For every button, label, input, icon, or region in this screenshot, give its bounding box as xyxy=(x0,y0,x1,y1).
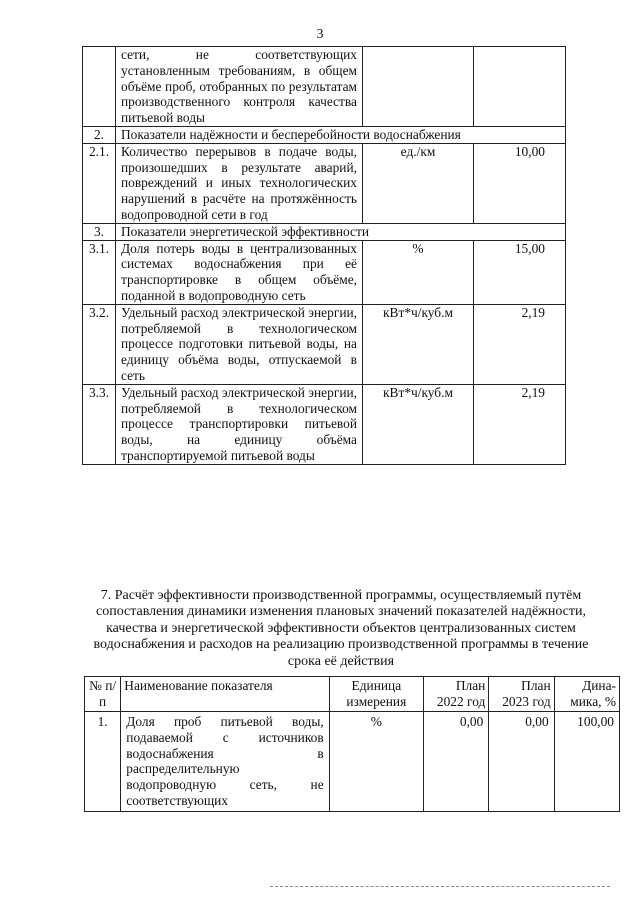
section-7-heading: 7. Расчёт эффективности производственной программы, осуществляемый путём сопоставления динамики изменения плановых значений показателей надёжности, качества и энергетической эффективности объектов централизованных систем водоснабжения и расходов на реализацию производственной программы в течение срока её действия xyxy=(93,588,589,669)
indicators-table-body xyxy=(83,47,566,465)
indicators-table xyxy=(82,46,566,465)
section-row xyxy=(83,223,566,240)
efficiency-table-body xyxy=(85,712,620,812)
indicator-name: сети, не соответствующих установленным требованиям, в общем объёме проб, отобранных по результатам производственного контроля качества питьевой воды xyxy=(116,47,363,127)
row-number: 1. xyxy=(85,712,121,812)
row-number: 3.2. xyxy=(83,304,116,384)
plan-2023-value: 0,00 xyxy=(489,712,554,812)
header-row xyxy=(85,677,620,712)
header-plan-2023: План 2023 год xyxy=(489,677,554,712)
row-number: 3.3. xyxy=(83,384,116,464)
indicator-unit: % xyxy=(329,712,423,812)
indicator-value: 2,19 xyxy=(474,384,566,464)
section-row xyxy=(83,126,566,143)
header-plan-2022: План 2022 год xyxy=(424,677,489,712)
indicator-value xyxy=(474,47,566,127)
efficiency-table-head xyxy=(85,677,620,712)
dynamics-value: 100,00 xyxy=(554,712,619,812)
indicator-unit: кВт*ч/куб.м xyxy=(363,384,474,464)
indicator-name: Удельный расход электрической энергии, потребляемой в технологическом процессе подготовки питьевой воды, на единицу объёма воды, отпускаемой в сеть xyxy=(116,304,363,384)
indicator-value: 15,00 xyxy=(474,240,566,304)
row-number: 2.1. xyxy=(83,143,116,223)
section-title: Показатели надёжности и бесперебойности водоснабжения xyxy=(116,126,566,143)
section-title: Показатели энергетической эффективности xyxy=(116,223,566,240)
indicator-unit: кВт*ч/куб.м xyxy=(363,304,474,384)
footer-divider xyxy=(270,886,610,887)
indicator-unit xyxy=(363,47,474,127)
indicator-unit: ед./км xyxy=(363,143,474,223)
plan-2022-value: 0,00 xyxy=(424,712,489,812)
indicator-name: Доля потерь воды в централизованных системах водоснабжения при её транспортировке в общем объёме, поданной в водопроводную сеть xyxy=(116,240,363,304)
table-row xyxy=(83,47,566,127)
indicator-value: 2,19 xyxy=(474,304,566,384)
indicator-name: Удельный расход электрической энергии, потребляемой в технологическом процессе транспортировки питьевой воды, на единицу объёма транспортируемой питьевой воды xyxy=(116,384,363,464)
section-number: 3. xyxy=(83,223,116,240)
header-dynamics: Дина-мика, % xyxy=(554,677,619,712)
header-num: № п/п xyxy=(85,677,121,712)
efficiency-table xyxy=(84,676,620,812)
table-row xyxy=(83,240,566,304)
indicator-name: Доля проб питьевой воды, подаваемой с источников водоснабжения в распределительную водопроводную сеть, не соответствующих xyxy=(121,712,329,812)
table-row xyxy=(85,712,620,812)
indicator-value: 10,00 xyxy=(474,143,566,223)
row-number: 3.1. xyxy=(83,240,116,304)
page-number: 3 xyxy=(316,27,324,42)
table-row xyxy=(83,143,566,223)
section-number: 2. xyxy=(83,126,116,143)
indicator-name: Количество перерывов в подаче воды, произошедших в результате аварий, повреждений и иных технологических нарушений в расчёте на протяжённость водопроводной сети в год xyxy=(116,143,363,223)
header-name: Наименование показателя xyxy=(121,677,329,712)
table-row xyxy=(83,384,566,464)
header-unit: Единица измерения xyxy=(329,677,423,712)
table-row xyxy=(83,304,566,384)
row-number xyxy=(83,47,116,127)
indicator-unit: % xyxy=(363,240,474,304)
